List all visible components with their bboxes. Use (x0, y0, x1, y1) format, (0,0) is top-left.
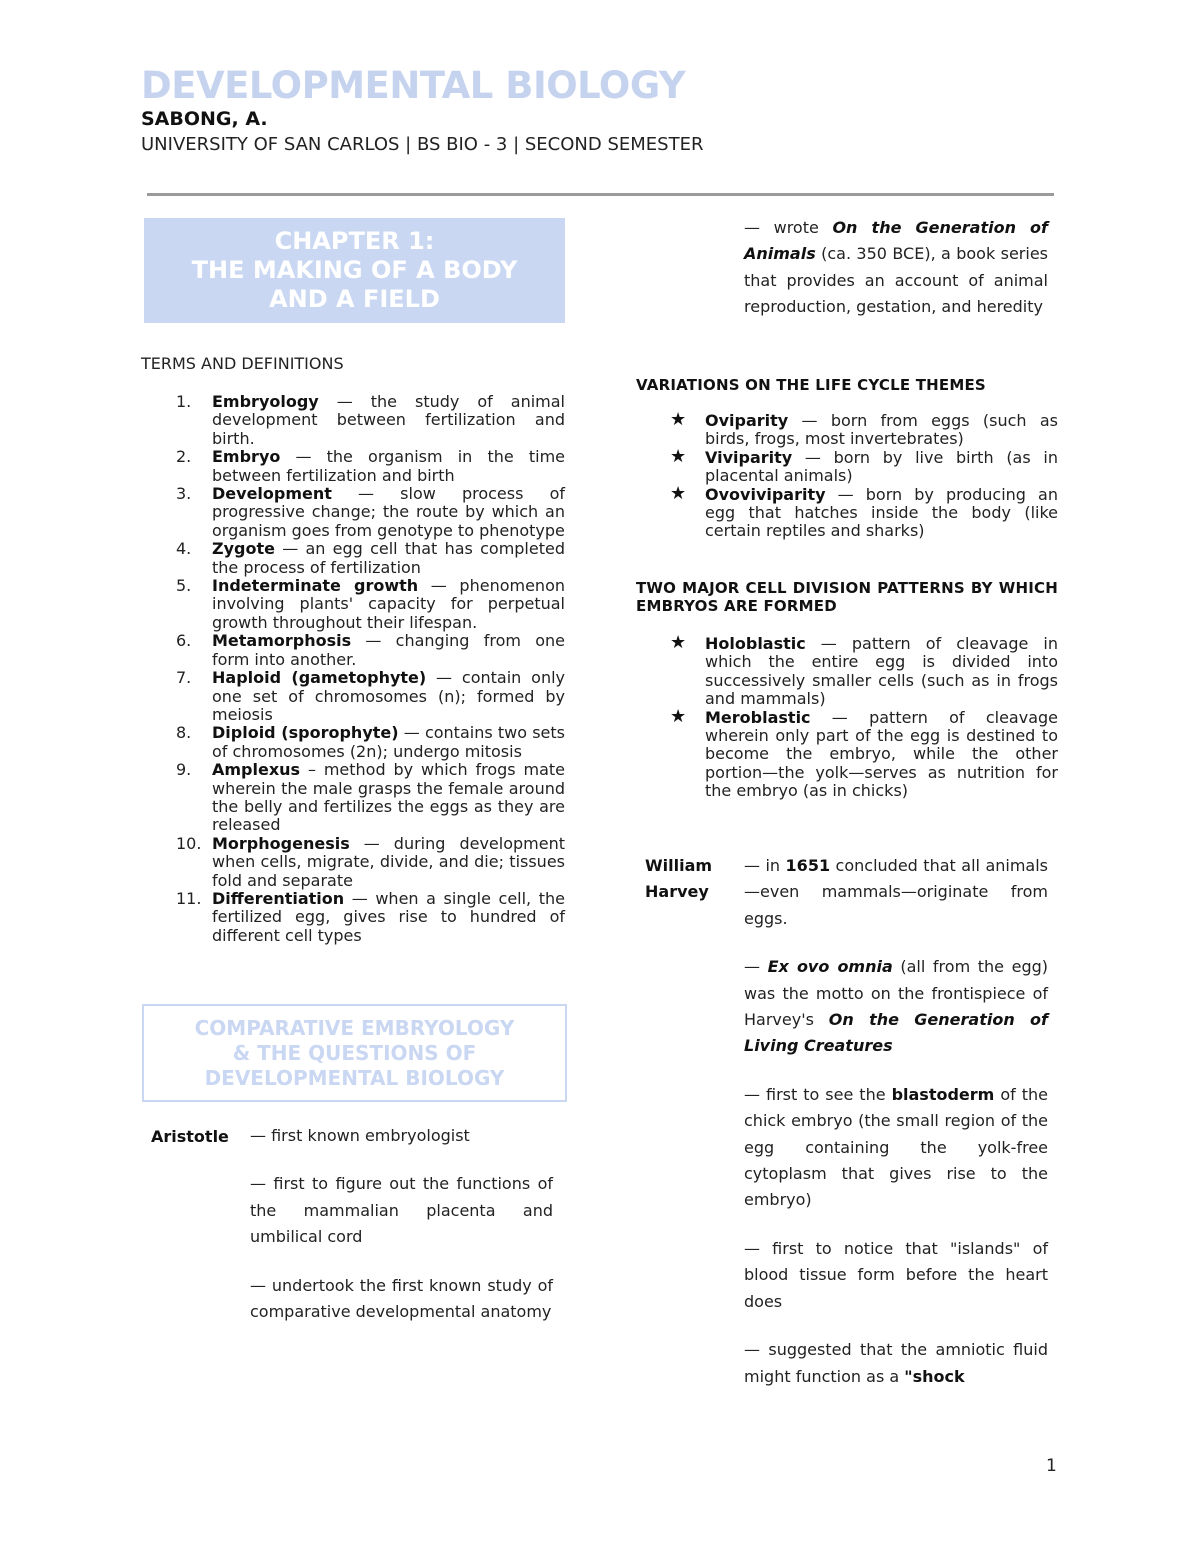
term-definition: — during development when cells, migrate, divide, and die; tissues fold and separate (212, 833, 565, 890)
terms-list (168, 393, 565, 945)
term-definition: — pattern of cleavage in which the entire egg is divided into successively smaller cells (such as in frogs and mammals) (705, 634, 1058, 709)
header-divider (147, 193, 1054, 196)
chapter-number: CHAPTER 1: (274, 227, 435, 255)
term-number: 7. (176, 668, 192, 688)
note-text: — in (744, 856, 786, 875)
aristotle-notes (250, 1123, 553, 1347)
note-paragraph: — undertook the first known study of comparative developmental anatomy (250, 1275, 553, 1322)
note-paragraph (744, 853, 1048, 932)
section-title-line-1: COMPARATIVE EMBRYOLOGY (194, 1016, 515, 1040)
term-definition: — when a single cell, the fertilized egg, gives rise to hundred of different cell types (212, 888, 565, 945)
note-paragraph (744, 1337, 1048, 1390)
chapter-title-line-1: THE MAKING OF A BODY (191, 256, 518, 284)
term-definition: — phenomenon involving plants' capacity for perpetual growth throughout their lifespan. (212, 576, 565, 632)
note-paragraph (744, 954, 1048, 1060)
term-definition: — born by live birth (as in placental animals) (705, 447, 1058, 486)
term-item (168, 632, 565, 669)
term-name: Holoblastic (705, 634, 806, 653)
author-name: SABONG, A. (141, 108, 268, 130)
variations-list (670, 409, 1058, 541)
term-item (168, 577, 565, 632)
term-number: 1. (176, 392, 192, 411)
note-paragraph: — first known embryologist (250, 1126, 470, 1145)
note-text: (ca. 350 BCE), a book series that provides an account of animal reproduction, gestation, and heredity (744, 244, 1048, 317)
note-text: — (744, 957, 768, 977)
term-item (168, 835, 565, 890)
term-definition: — the study of animal development between fertilization and birth. (212, 392, 565, 448)
page-number: 1 (1046, 1456, 1057, 1476)
star-bullet-icon: ★ (670, 632, 687, 653)
term-definition: — pattern of cleavage wherein only part of the egg is destined to become the embryo, while the other portion—the yolk—serves as nutrition for the embryo (as in chicks) (705, 707, 1058, 801)
term-name: Embryo (212, 447, 281, 467)
note-text: — first to see the (744, 1084, 892, 1104)
section-title-line-2: & THE QUESTIONS OF (232, 1041, 477, 1065)
list-item (670, 632, 1058, 709)
term-definition: — contain only one set of chromosomes (n); formed by meiosis (212, 668, 565, 724)
term-name: Haploid (gametophyte) (212, 668, 427, 688)
term-item (168, 724, 565, 761)
term-definition: — slow process of progressive change; the route by which an organism goes from genotype to phenotype (212, 484, 565, 540)
note-text: — suggested that the amniotic fluid might function as a (744, 1340, 1048, 1386)
list-item (670, 445, 1058, 486)
book-title: On the Generation of Animals (744, 218, 1049, 264)
term-name: Amplexus (212, 760, 301, 780)
note-text: — wrote (744, 218, 833, 237)
term-name: blastoderm (891, 1084, 995, 1104)
note-paragraph (744, 1082, 1048, 1214)
note-text: of the chick embryo (the small region of the egg containing the yolk-free cytoplasm that gives rise to the embryo) (744, 1084, 1048, 1210)
term-name: Viviparity (705, 447, 793, 467)
term-number: 10. (176, 833, 202, 853)
term-definition: — changing from one form into another. (212, 631, 565, 669)
term-definition: — the organism in the time between fertilization and birth (212, 447, 565, 485)
note-paragraph (744, 215, 1048, 321)
star-bullet-icon: ★ (670, 482, 687, 504)
section-title-box (142, 1004, 567, 1102)
term-item (168, 393, 565, 448)
star-bullet-icon: ★ (670, 705, 687, 727)
term-name: Differentiation (212, 888, 345, 908)
term-number: 5. (176, 576, 192, 596)
star-bullet-icon: ★ (670, 409, 687, 430)
list-item (670, 705, 1058, 801)
note-paragraph: — first to notice that "islands" of blood tissue form before the heart does (744, 1238, 1048, 1311)
list-item (670, 409, 1058, 449)
list-item (670, 482, 1058, 541)
term-name: Development (212, 484, 332, 504)
chapter-title-box (144, 218, 565, 323)
book-title: On the Generation of Living Creatures (744, 1010, 1048, 1056)
term-name: Diploid (sporophyte) (212, 723, 399, 743)
term-definition: — born by producing an egg that hatches inside the body (like certain reptiles and sharks) (705, 484, 1058, 541)
term-number: 4. (176, 539, 192, 559)
aristotle-notes-continued (744, 215, 1048, 343)
course-info: UNIVERSITY OF SAN CARLOS | BS BIO - 3 | SECOND SEMESTER (141, 134, 704, 155)
term-definition: – method by which frogs mate wherein the male grasps the female around the belly and fertilizes the eggs as they are released (212, 760, 565, 835)
term-name: Metamorphosis (212, 631, 352, 651)
year: 1651 (785, 856, 831, 875)
term-name: Meroblastic (705, 707, 811, 727)
chapter-title-line-2: AND A FIELD (269, 285, 440, 313)
term-name: Embryology (212, 392, 319, 411)
person-name-harvey: William Harvey (645, 856, 713, 901)
variations-heading: VARIATIONS ON THE LIFE CYCLE THEMES (636, 376, 986, 394)
term-item (168, 890, 565, 945)
division-list (670, 632, 1058, 801)
term-item (168, 540, 565, 577)
harvey-notes (744, 853, 1048, 1412)
term-definition: — born from eggs (such as birds, frogs, most invertebrates) (705, 411, 1058, 449)
term-definition: — an egg cell that has completed the process of fertilization (212, 539, 565, 577)
term-number: 2. (176, 447, 192, 467)
term-item (168, 761, 565, 835)
document-title: DEVELOPMENTAL BIOLOGY (141, 64, 686, 107)
person-name-aristotle: Aristotle (151, 1127, 229, 1146)
term-number: 6. (176, 631, 192, 651)
term-number: 11. (176, 888, 202, 908)
term-name: Oviparity (705, 411, 789, 430)
term-name: Ovoviviparity (705, 484, 826, 504)
division-heading: TWO MAJOR CELL DIVISION PATTERNS BY WHICH EMBRYOS ARE FORMED (636, 579, 1058, 615)
term-name: Zygote (212, 539, 275, 559)
star-bullet-icon: ★ (670, 445, 687, 467)
term-number: 3. (176, 484, 192, 504)
term-name: Indeterminate growth (212, 576, 419, 596)
note-paragraph: — first to figure out the functions of the mammalian placenta and umbilical cord (250, 1174, 553, 1247)
note-text: concluded that all animals—even mammals—originate from eggs. (744, 856, 1048, 928)
motto: Ex ovo omnia (767, 957, 893, 977)
term-item (168, 669, 565, 724)
terms-heading: TERMS AND DEFINITIONS (141, 354, 344, 373)
note-emphasis: "shock (904, 1366, 965, 1386)
note-text: (all from the egg) was the motto on the frontispiece of Harvey's (744, 957, 1049, 1030)
term-definition: — contains two sets of chromosomes (2n); undergo mitosis (212, 723, 565, 761)
term-name: Morphogenesis (212, 833, 350, 853)
term-item (168, 448, 565, 485)
term-item (168, 485, 565, 540)
term-number: 9. (176, 760, 192, 780)
section-title-line-3: DEVELOPMENTAL BIOLOGY (204, 1066, 505, 1090)
term-number: 8. (176, 723, 192, 743)
